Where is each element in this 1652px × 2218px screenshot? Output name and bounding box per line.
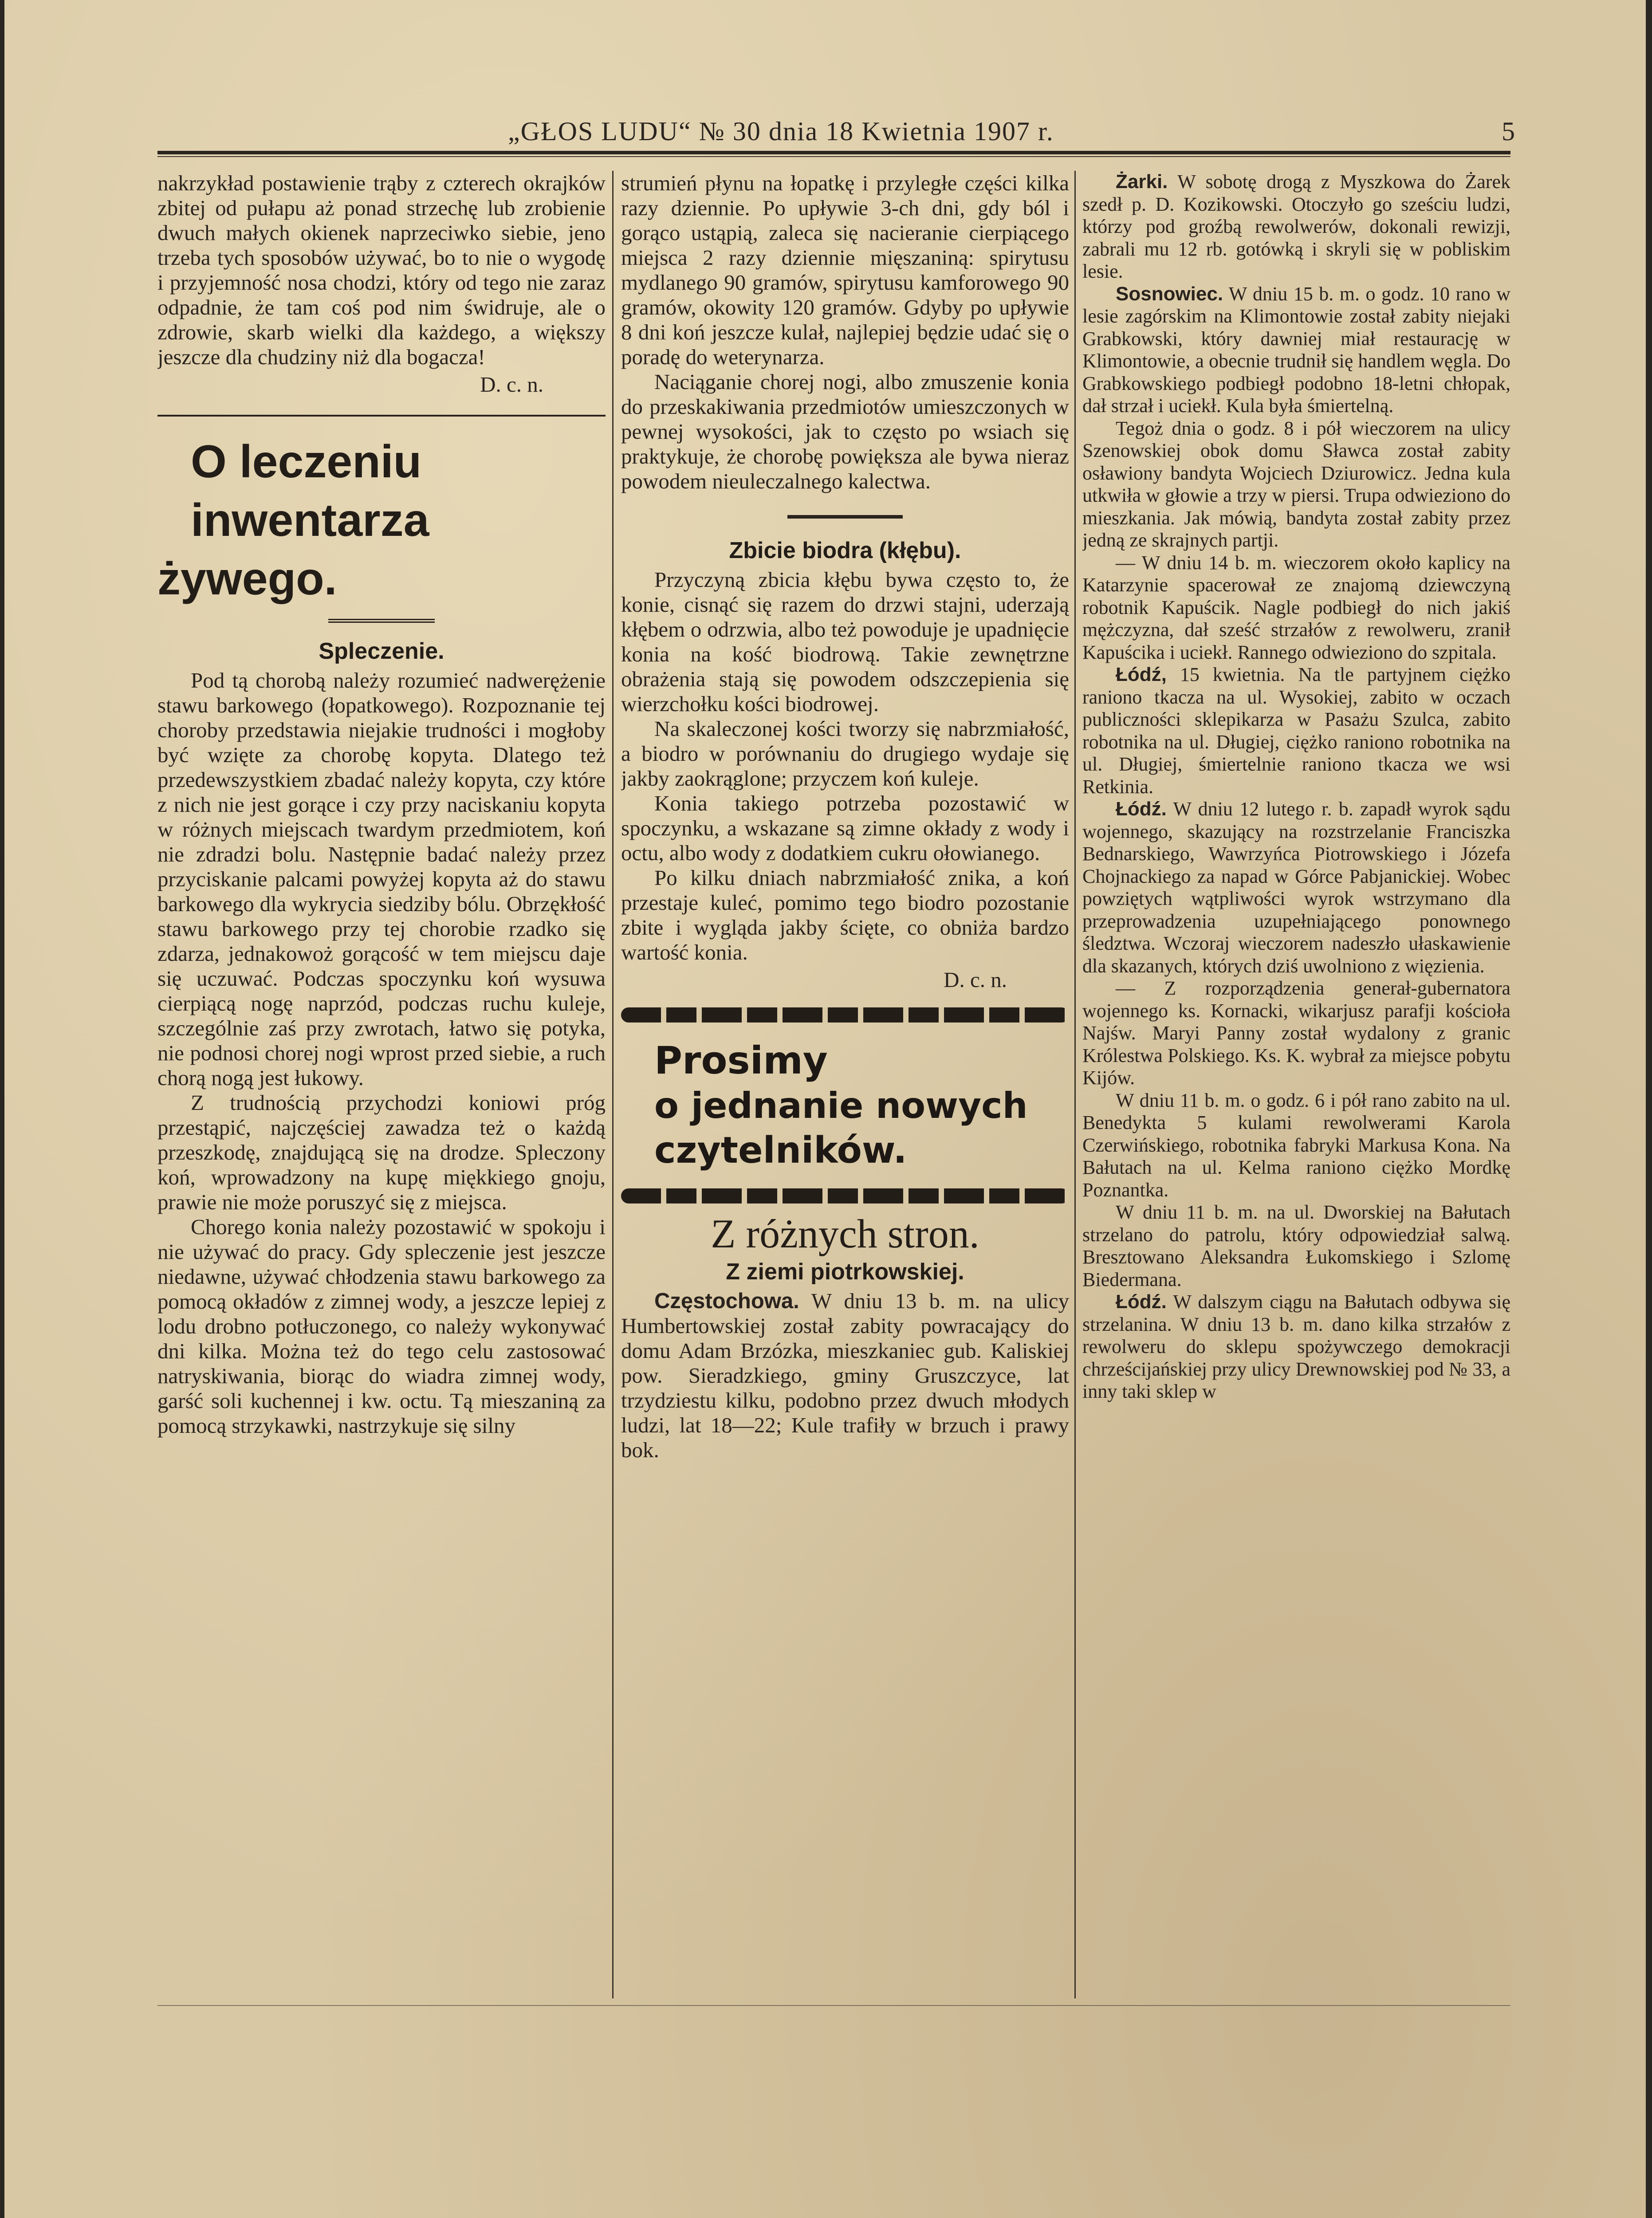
article-paragraph: Naciąganie chorej nogi, albo zmuszenie konia do przeskakiwania przedmiotów umieszczonych w pewnej wysokości, jak to często po wsiach się praktykuje, że chorobę powiększa ale bywa nieraz powodem nieuleczalnego kalectwa. (621, 370, 1069, 493)
page-number: 5 (1502, 117, 1515, 146)
article-paragraph: Z trudnością przychodzi koniowi próg przestąpić, najczęściej zawadza też o każdą przeszkodę, znajdującą się na drodze. Spleczony koń, wprowadzony na kupę miękkiego gnoju, prawie nie może poruszyć się z miejsca. (157, 1090, 606, 1214)
news-item (1082, 1291, 1510, 1403)
news-item: — Z rozporządzenia generał-gubernatora wojennego ks. Kornacki, wikarjusz parafji kościoła Najśw. Maryi Panny został wydalony z granic Królestwa Polskiego. Ks. K. wybrał za miejsce pobytu Kijów. (1082, 977, 1510, 1089)
article-paragraph: strumień płynu na łopatkę i przyległe części kilka razy dziennie. Po upływie 3-ch dni, gdy ból i gorąco ustąpią, zaleca się nacieranie cierpiącego miejsca 2 razy dziennie mięszaniną: spirytusu mydlanego 90 gramów, spirytusu kamforowego 90 gramów, okowity 120 gramów. Gdyby po upływie 8 dni koń jeszcze kulał, najlepiej będzie udać się o poradę do weterynarza. (621, 171, 1069, 369)
news-text: W dniu 13 b. m. na ulicy Humbertowskiej został zabity powracający do domu Adam Brzózka, mieszkaniec gub. Kaliskiej pow. Sieradzkiego, gminy Gruszczyce, lat trzydziestu kilku, podobno przez dwuch młodych ludzi, lat 18—22; Kule trafiły w brzuch i prawy bok. (621, 1289, 1069, 1462)
place-name: Łódź, (1116, 664, 1167, 685)
place-name: Sosnowiec. (1116, 283, 1223, 305)
article-paragraph: Przyczyną zbicia kłębu bywa często to, że konie, cisnąć się razem do drzwi stajni, uderzają kłębem o odrzwia, albo też powoduje je upadnięcie konia na kość biodrową. Takie zewnętrzne obrażenia stają się powodem odszczepienia się wierzchołku kości biodrowej. (621, 567, 1069, 716)
news-item (621, 1289, 1069, 1463)
article-heading-line-1: O leczeniu (191, 436, 422, 488)
article-paragraph: Po kilku dniach nabrzmiałość znika, a koń przestaje kuleć, pomimo tego biodro pozostanie zbite i wygląda jakby ścięte, co obniża bardzo wartość konia. (621, 865, 1069, 964)
news-item (1082, 283, 1510, 417)
section-subheading: Zbicie biodra (kłębu). (729, 538, 961, 563)
article-paragraph: nakrzykład postawienie trąby z czterech okrajków zbitej od pułapu aż ponad strzechę lub zrobienie dwuch małych okienek naprzeciwko siebie, jeno trzeba tych sposobów używać, bo to nie o wygodę i przyjemność nosa chodzi, który od tego nie zaraz odpadnie, że tam coś pod nim świdruje, ale o zdrowie, skarb wielki dla każdego, a większy jeszcze dla chudziny niż dla bogacza! (157, 171, 606, 369)
ornamental-band (621, 1188, 1069, 1203)
announcement-line-3: czytelników. (654, 1129, 907, 1172)
news-text: W dalszym ciągu na Bałutach odbywa się strzelanina. W dniu 13 b. m. dano kilka strzałów z rewolweru do sklepu spożywczego demokracji chrześcijańskiej przy ulicy Drewnowskiej pod № 33, a inny taki sklep w (1082, 1291, 1510, 1402)
column-divider (1074, 171, 1076, 1998)
article-heading-line-2: inwentarza żywego. (157, 495, 429, 605)
news-item: W dniu 11 b. m. na ul. Dworskiej na Bałutach strzelano do patrolu, który odpowiedział salwą. Bresztowano Aleksandra Łukomskiego i Szlomę Biedermana. (1082, 1201, 1510, 1290)
announcement-line-2: o jednanie nowych (654, 1085, 1028, 1126)
to-be-continued: D. c. n. (480, 372, 543, 397)
masthead-line: „GŁOS LUDU“ № 30 dnia 18 Kwietnia 1907 r. (508, 117, 1054, 146)
article-paragraph: Pod tą chorobą należy rozumieć nadwerężenie stawu barkowego (łopatkowego). Rozpoznanie tej choroby przedstawia niejakie trudności i mogłoby być wzięte za chorobę kopyta. Dlatego też przedewszystkiem zbadać należy kopyta, czy które z nich nie jest gorące i czy przy naciskaniu kopyta w różnych miejscach twardym przedmiotem, koń nie zdradzi bolu. Następnie badać należy przez przyciskanie palcami powyżej kopyta aż do stawu barkowego dla wykrycia siedziby bólu. Obrzękłość stawu barkowego przy tej chorobie rzadko się zdarza, jednakowoż gorącość w tem miejscu daje się uczuwać. Podczas spoczynku koń wysuwa cierpiącą nogę naprzód, podczas ruchu kuleje, szczególnie zaś przy zwrotach, łatwo się potyka, nie podnosi chorej nogi wprost przed siebie, a ruch chorą nogą jest łukowy. (157, 668, 606, 1090)
column-divider (612, 171, 614, 1998)
heading-ornament (328, 619, 435, 623)
news-item: W dniu 11 b. m. o godz. 6 i pół rano zabito na ul. Benedykta 5 kulami rewolwerami Karola Czerwińskiego, robotnika fabryki Markusa Kona. Na Bałutach na ul. Kelma raniono ciężko Mordkę Poznantka. (1082, 1089, 1510, 1201)
article-separator (157, 415, 606, 417)
section-heading: Z różnych stron. (711, 1211, 979, 1256)
column-2 (621, 171, 1069, 1990)
news-item: — W dniu 14 b. m. wieczorem około kaplicy na Katarzynie spacerował ze znajomą dziewczyną robotnik Kapuścik. Nagle podbiegł do nich jakiś mężczyzna, dał sześć strzałów z rewolweru, zranił Kapuścika i uciekł. Rannego odwieziono do szpitala. (1082, 551, 1510, 663)
article-paragraph: Chorego konia należy pozostawić w spokoju i nie używać do pracy. Gdy spleczenie jest jeszcze niedawne, używać chłodzenia stawu barkowego za pomocą okładów z zimnej wody, a jeszcze lepiej z lodu drobno potłuczonego, co należy wykonywać dni kilka. Można też do tego celu zastosować natryskiwania, biorąc do wiadra zimnej wody, garść soli kuchennej i kw. octu. Tą mieszaniną za pomocą strzykawki, nastrzykuje się silny (157, 1215, 606, 1438)
news-text: W dniu 12 lutego r. b. zapadł wyrok sądu wojennego, skazujący na rozstrzelanie Franciszka Bednarskiego, Wawrzyńca Piotrowskiego i Józefa Chojnackiego za napad w Górce Pabjanickiej. Wobec powziętych wątpliwości wyrok wstrzymano dla przeprowadzenia uzupełniającego ponownego śledztwa. Wczoraj wieczorem nadeszło ułaskawienie dla skazanych, których dziś uwolniono z więzienia. (1082, 798, 1510, 977)
place-name: Żarki. (1116, 171, 1168, 193)
section-subheading: Spleczenie. (319, 638, 444, 664)
header-rule (157, 151, 1510, 154)
to-be-continued: D. c. n. (944, 967, 1007, 992)
place-name: Łódź. (1116, 798, 1167, 820)
bottom-edge-line (157, 2005, 1510, 2006)
news-text: 15 kwietnia. Na tle partyjnem ciężko raniono tkacza na ul. Wysokiej, zabito w oczach publiczności sklepikarza w Pasażu Szulca, zabito robotnika na ul. Długiej, ciężko raniono robotnika na ul. Długiej, śmiertelnie raniono tkacza we wsi Retkinia. (1082, 664, 1510, 798)
article-paragraph: Konia takiego potrzeba pozostawić w spoczynku, a wskazane są zimne okłady z wody i octu, albo wody z dodatkiem cukru ołowianego. (621, 791, 1069, 865)
article-separator (787, 515, 903, 519)
column-1 (157, 171, 606, 1990)
news-item (1082, 798, 1510, 977)
page-header (162, 116, 1515, 152)
place-name: Łódź. (1116, 1291, 1167, 1313)
announcement-line-1: Prosimy (654, 1038, 828, 1083)
news-item (1082, 664, 1510, 798)
article-paragraph: Na skaleczonej kości tworzy się nabrzmiałość, a biodro w porównaniu do drugiego wydaje się jakby zaokrąglone; przyczem koń kuleje. (621, 716, 1069, 790)
news-item: Tegoż dnia o godz. 8 i pół wieczorem na ulicy Szenowskiej obok domu Sławca został zabity osławiony bandyta Wojciech Dziurowicz. Jedna kula utkwiła w głowie a trzy w piersi. Trupa odwieziono do mieszkania. Jak mówią, bandyta został zabity przez jedną ze skrajnych partji. (1082, 417, 1510, 551)
news-text: W sobotę drogą z Myszkowa do Żarek szedł p. D. Kozikowski. Otoczyło go sześciu ludzi, którzy pod groźbą rewolwerów, dokonali rewizji, zabrali mu 12 rb. gotówką i skryli się w pobliskim lesie. (1082, 171, 1510, 282)
place-name: Częstochowa. (654, 1289, 799, 1313)
news-item (1082, 171, 1510, 283)
header-rule-thin (157, 156, 1510, 157)
news-text: W dniu 15 b. m. o godz. 10 rano w lesie zagórskim na Klimontowie został zabity niejaki Grabkowski, który dawniej miał restaurację w Klimontowie, a obecnie trudnił się handlem węgla. Do Grabkowskiego podbiegł podobno 18-letni chłopak, dał strzał i uciekł. Kula była śmiertelną. (1082, 283, 1510, 417)
region-heading: Z ziemi piotrkowskiej. (726, 1259, 964, 1285)
ornamental-band (621, 1007, 1069, 1022)
column-3 (1082, 171, 1510, 1990)
